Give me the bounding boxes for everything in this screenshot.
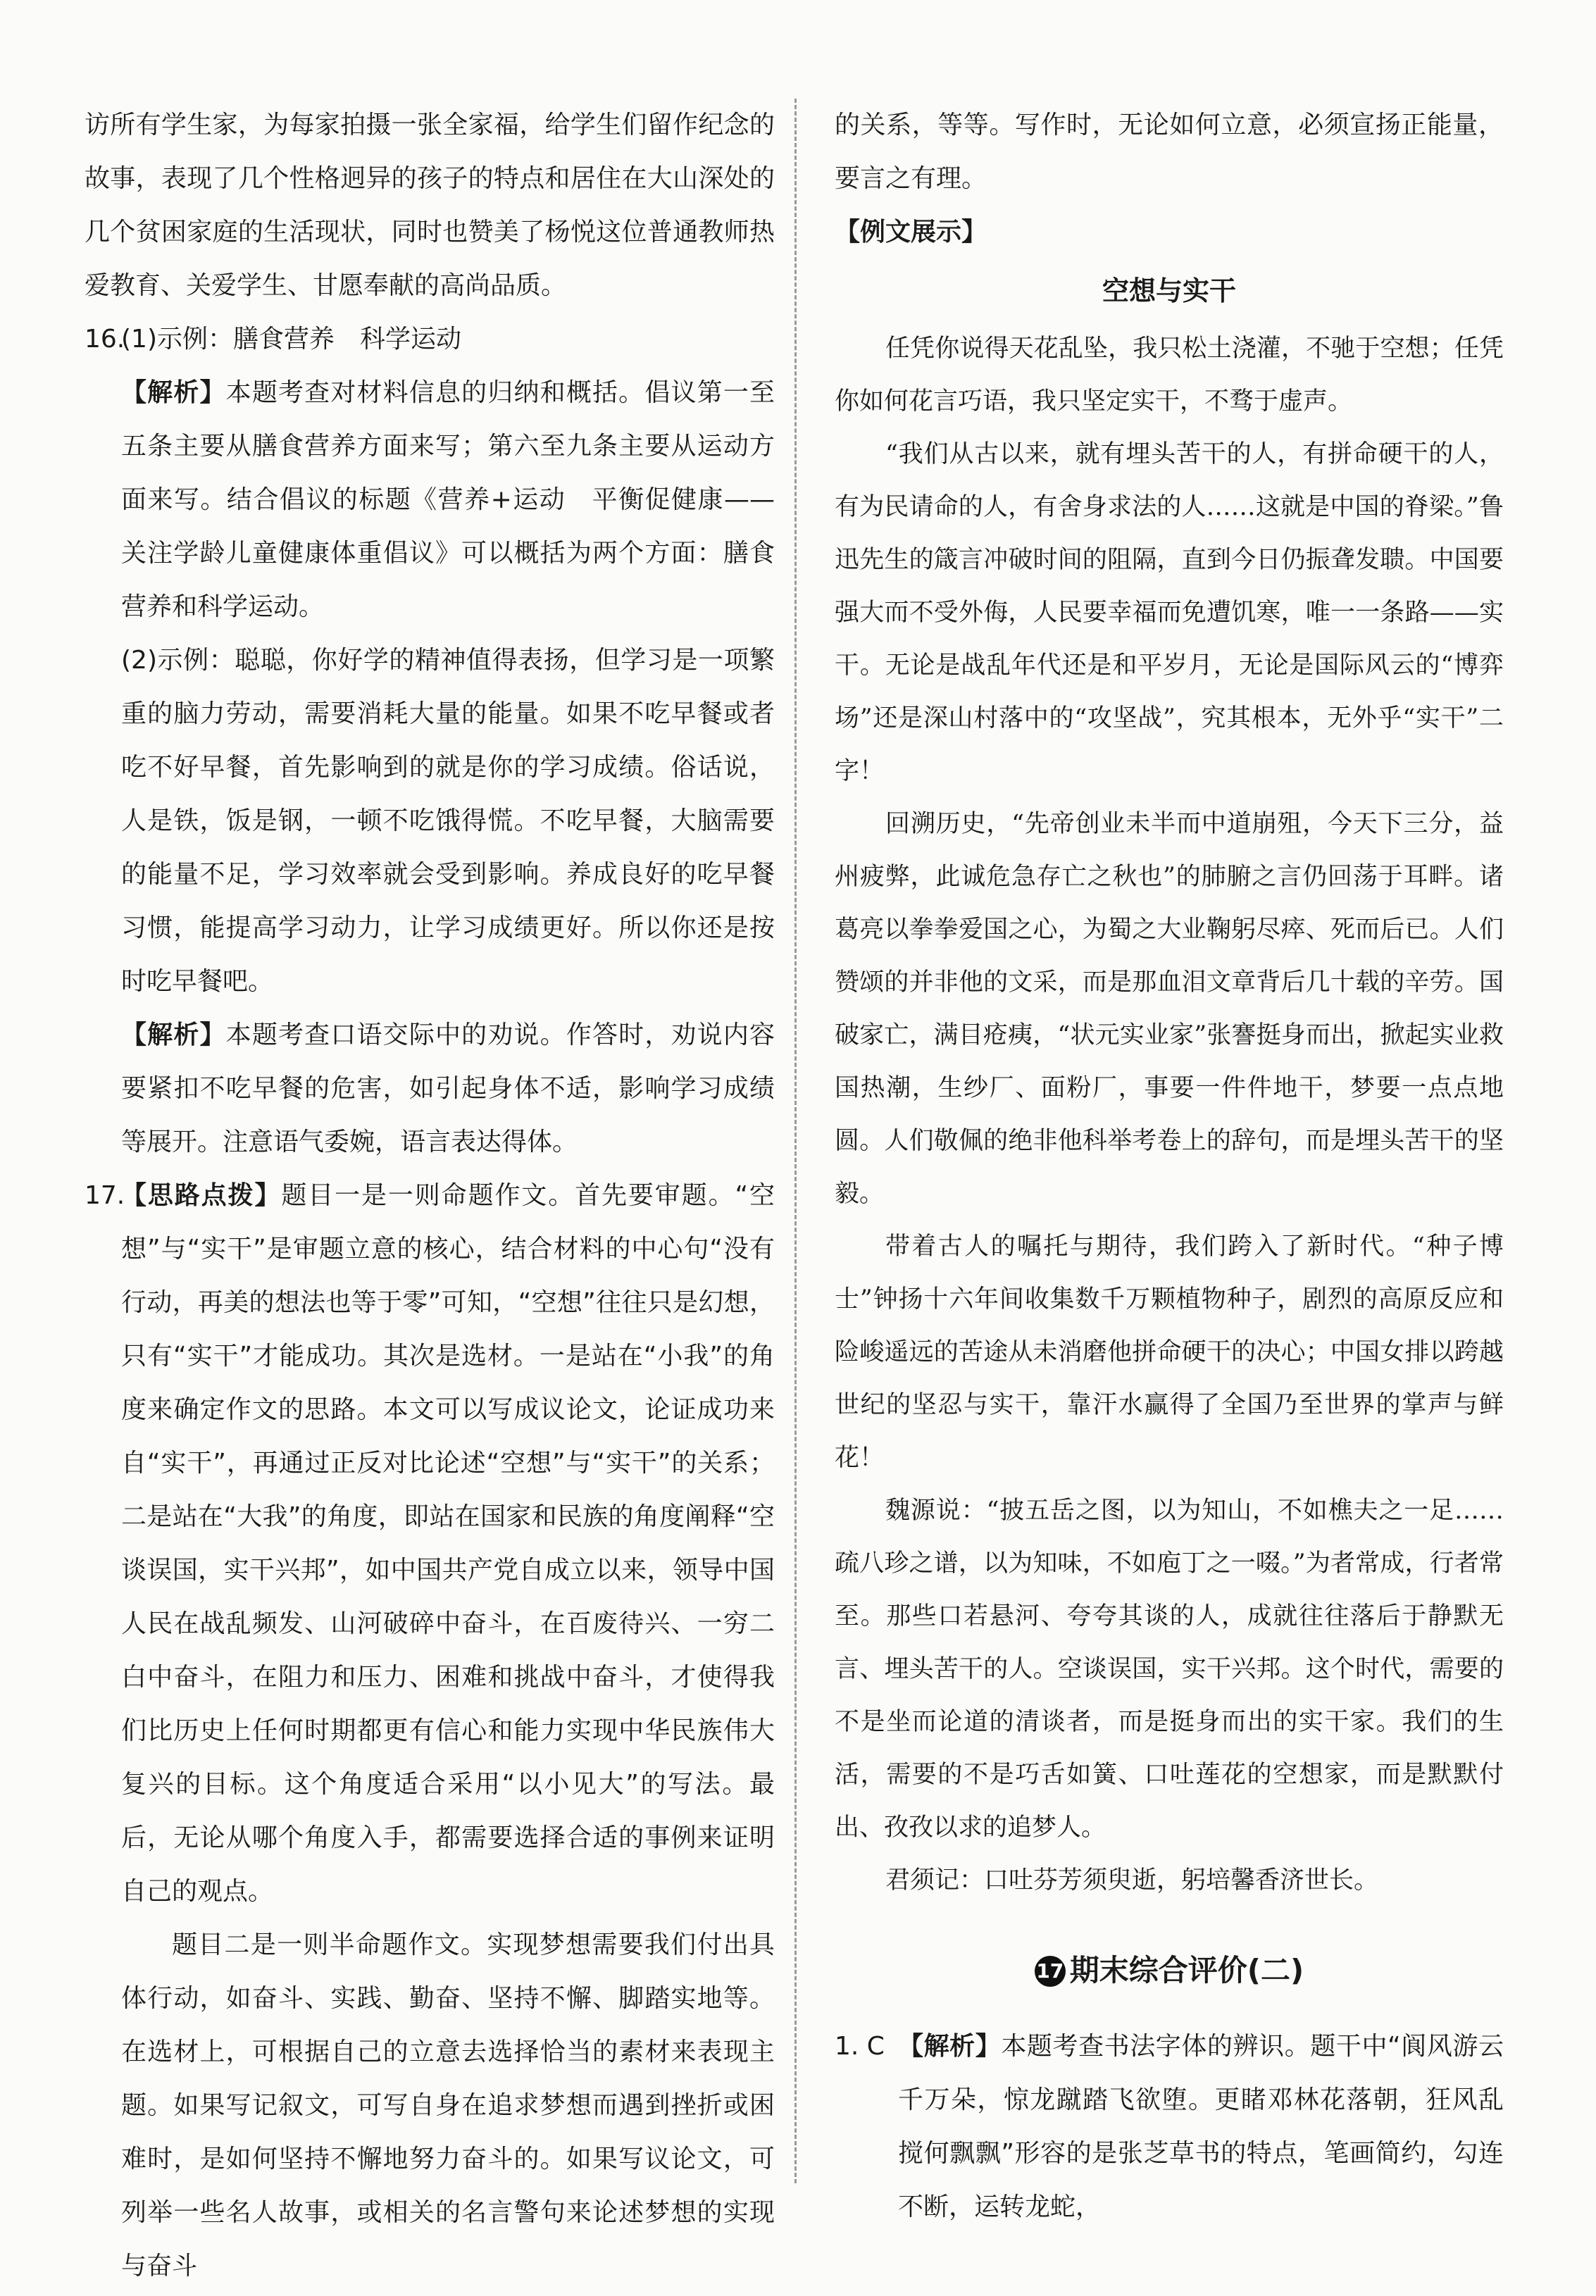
question-16-part1: 16. (1)示例：膳食营养 科学运动 [85, 313, 775, 366]
essay-title: 空想与实干 [1102, 275, 1236, 306]
essay-paragraph: “我们从古以来，就有埋头苦干的人，有拼命硬干的人，有为民请命的人，有舍身求法的人……这就是中国的脊梁。”鲁迅先生的箴言冲破时间的阻隔，直到今日仍振聋发聩。中国要强大而不受外侮，人民要幸福而免遭饥寒，唯一一条路——实干。无论是战乱年代还是和平岁月，无论是国际风云的“博弈场”还是深山村落中的“攻坚战”，究其根本，无外乎“实干”二字！ [835, 440, 1504, 785]
essay-paragraph: 回溯历史，“先帝创业未半而中道崩殂，今天下三分，益州疲弊，此诚危急存亡之秋也”的肺腑之言仍回荡于耳畔。诸葛亮以拳拳爱国之心，为蜀之大业鞠躬尽瘁、死而后已。人们赞颂的并非他的文采，而是那血泪文章背后几十载的辛劳。国破家亡，满目疮痍，“状元实业家”张謇挺身而出，掀起实业救国热潮，生纱厂、面粉厂，事要一件件地干，梦要一点点地圆。人们敬佩的绝非他科举考卷上的辞句，而是埋头苦干的坚毅。 [835, 810, 1504, 1208]
question-17-hint: 17. 【思路点拨】题目一是一则命题作文。首先要审题。“空想”与“实干”是审题立意的核心，结合材料的中心句“没有行动，再美的想法也等于零”可知，“空想”往往只是幻想，只有“实干”才能成功。其次是选材。一是站在“小我”的角度来确定作文的思路。本文可以写成议论文，论证成功来自“实干”，再通过正反对比论述“空想”与“实干”的关系；二是站在“大我”的角度，即站在国家和民族的角度阐释“空谈误国，实干兴邦”，如中国共产党自成立以来，领导中国人民在战乱频发、山河破碎中奋斗，在百废待兴、一穷二白中奋斗，在阻力和压力、困难和挑战中奋斗，才使得我们比历史上任何时期都更有信心和能力实现中华民族伟大复兴的目标。这个角度适合采用“以小见大”的写法。最后，无论从哪个角度入手，都需要选择合适的事例来证明自己的观点。 [85, 1169, 775, 1918]
analysis-tag: 【解析】 [898, 2032, 1002, 2061]
question-16-part2: (2)示例：聪聪，你好学的精神值得表扬，但学习是一项繁重的脑力劳动，需要消耗大量的能量。如果不吃早餐或者吃不好早餐，首先影响到的就是你的学习成绩。俗话说，人是铁，饭是钢，一顿不吃饿得慌。不吃早餐，大脑需要的能量不足，学习效率就会受到影响。养成良好的吃早餐习惯，能提高学习动力，让学习成绩更好。所以你还是按时吃早餐吧。 [121, 646, 775, 996]
question-16-part1-analysis: 【解析】本题考查对材料信息的归纳和概括。倡议第一至五条主要从膳食营养方面来写；第六至九条主要从运动方面来写。结合倡议的标题《营养+运动 平衡促健康——关注学龄儿童健康体重倡议》可以概括为两个方面：膳食营养和科学运动。 [121, 378, 775, 621]
continued-paragraph: 的关系，等等。写作时，无论如何立意，必须宣扬正能量，要言之有理。 [835, 111, 1504, 193]
section-number-badge: 17 [1035, 1956, 1066, 1987]
continued-paragraph: 访所有学生家，为每家拍摄一张全家福，给学生们留作纪念的故事，表现了几个性格迥异的孩子的特点和居住在大山深处的几个贫困家庭的生活现状，同时也赞美了杨悦这位普通教师热爱教育、关爱学生、甘愿奉献的高尚品质。 [85, 111, 775, 300]
question-number: 1. C [835, 2032, 885, 2061]
analysis-tag: 【解析】 [121, 1021, 226, 1049]
question-number: 17. [85, 1181, 125, 1210]
essay-paragraph: 带着古人的嘱托与期待，我们跨入了新时代。“种子博士”钟扬十六年间收集数千万颗植物种子，剧烈的高原反应和险峻遥远的苦途从未消磨他拼命硬干的决心；中国女排以跨越世纪的坚忍与实干，靠汗水赢得了全国乃至世界的掌声与鲜花！ [835, 1233, 1504, 1472]
question-number: 16. [85, 325, 125, 354]
question-1: 1. C 【解析】本题考查书法字体的辨识。题干中“阆风游云千万朵，惊龙蹴踏飞欲堕。更睹邓林花落朝，狂风乱搅何飘飘”形容的是张芝草书的特点，笔画简约，勾连不断，运转龙蛇， [835, 2020, 1504, 2234]
essay-paragraph: 任凭你说得天花乱坠，我只松土浇灌，不驰于空想；任凭你如何花言巧语，我只坚定实干，不骛于虚声。 [835, 335, 1504, 416]
question-17-topic2: 题目二是一则半命题作文。实现梦想需要我们付出具体行动，如奋斗、实践、勤奋、坚持不懈、脚踏实地等。在选材上，可根据自己的立意去选择恰当的素材来表现主题。如果写记叙文，可写自身在追求梦想而遇到挫折或困难时，是如何坚持不懈地努力奋斗的。如果写议论文，可列举一些名人故事，或相关的名言警句来论述梦想的实现与奋斗 [121, 1930, 775, 2281]
right-column [835, 99, 1504, 2234]
section-title: 期末综合评价(二) [1069, 1953, 1304, 1988]
left-column [85, 99, 775, 2293]
column-divider [794, 99, 797, 2183]
section-heading [835, 1935, 1504, 2006]
essay-paragraph: 魏源说：“披五岳之图，以为知山，不如樵夫之一足……疏八珍之谱，以为知味，不如庖丁之一啜。”为者常成，行者常至。那些口若悬河、夸夸其谈的人，成就往往落后于静默无言、埋头苦干的人。空谈误国，实干兴邦。这个时代，需要的不是坐而论道的清谈者，而是挺身而出的实干家。我们的生活，需要的不是巧舌如簧、口吐莲花的空想家，而是默默付出、孜孜以求的追梦人。 [835, 1497, 1504, 1842]
hint-tag: 【思路点拨】 [121, 1181, 282, 1210]
essay-paragraph: 君须记：口吐芬芳须臾逝，躬培馨香济世长。 [885, 1866, 1379, 1895]
essay-body [835, 323, 1504, 1907]
question-16-part2-analysis: 【解析】本题考查口语交际中的劝说。作答时，劝说内容要紧扣不吃早餐的危害，如引起身体不适，影响学习成绩等展开。注意语气委婉，语言表达得体。 [121, 1021, 775, 1156]
analysis-tag: 【解析】 [121, 378, 226, 407]
example-heading: 【例文展示】 [835, 218, 987, 247]
